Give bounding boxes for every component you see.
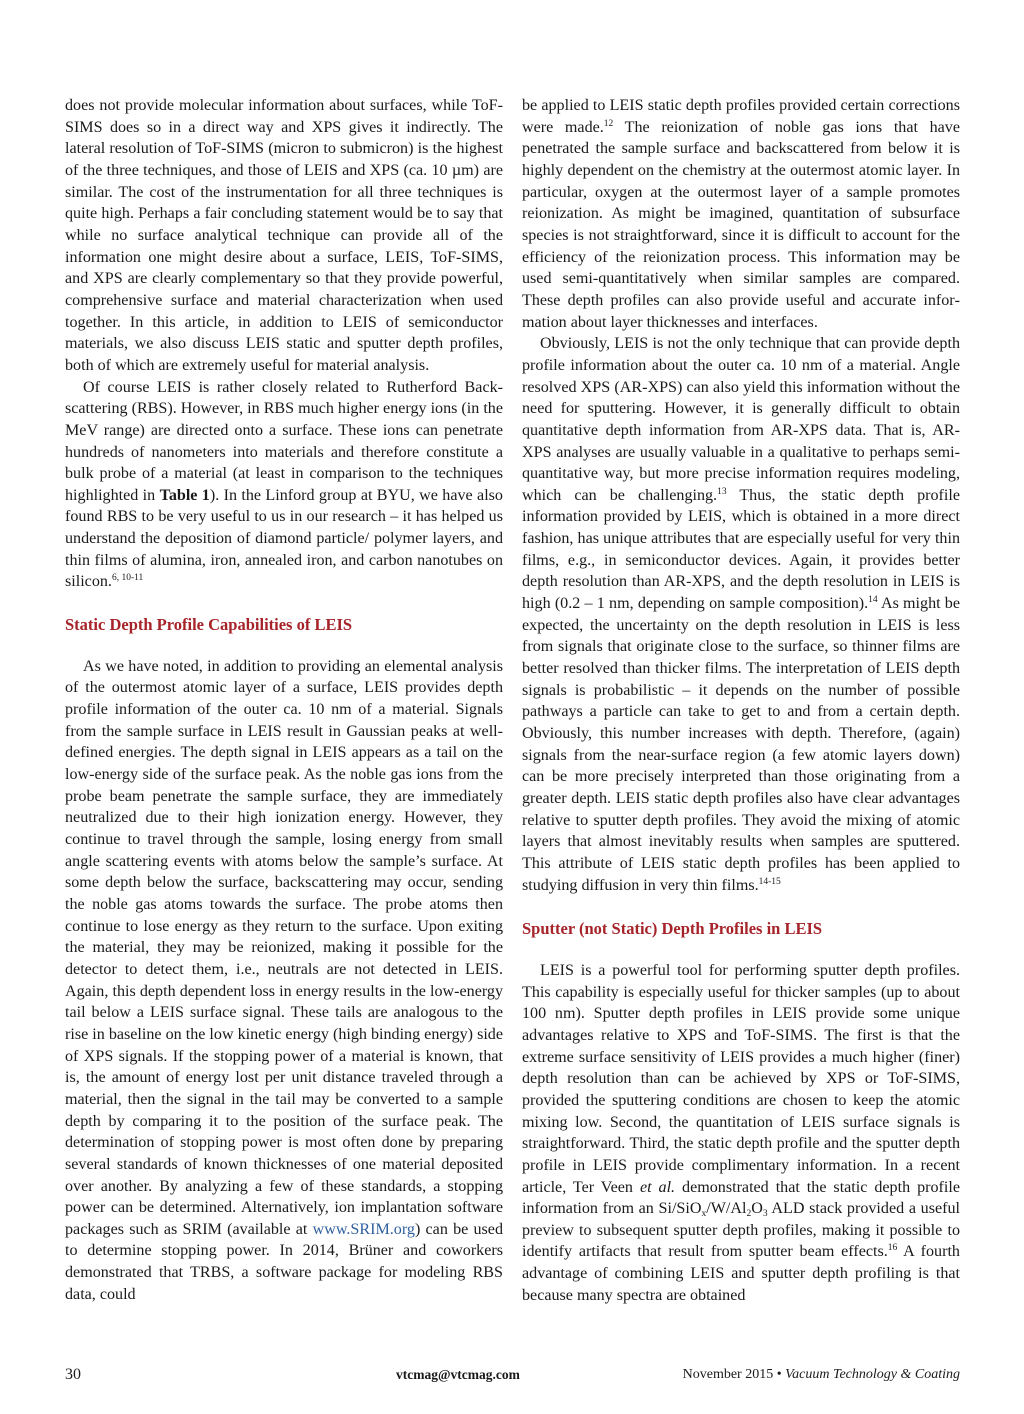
text-run: A fourth advantage of combining LEIS and sputter depth profiling is that because many spectra are obtained [522, 1243, 960, 1304]
table-reference: Table 1 [159, 486, 210, 504]
text-run: Thus, the static depth profile information provided by LEIS, which is obtained in a more direct fashion, has unique attributes that are especially useful for very thin films, e.g., in semiconductor devices. Again, it provides better depth resolution than AR-XPS, and the depth resolution in LEIS is high (0.2 – 1 nm, depending on sample composition). [522, 486, 960, 613]
text-run-italic: et al. [639, 1178, 676, 1196]
left-paragraph-1: does not provide molecular information about surfaces, while ToF-SIMS does so in a direct way and XPS gives it indirectly. The lateral resolution of ToF-SIMS (micron to submicron) is the highest of the three techniques, and those of LEIS and XPS (ca. 10 µm) are similar. The cost of the instrumentation for all three techniques is quite high. Perhaps a fair concluding statement would be to say that while no surface analytical technique can provide all of the information one might desire about a surface, LEIS, ToF-SIMS, and XPS are clearly complementary so that they provide powerful, comprehensive surface and material characterization when used together. In this article, in addition to LEIS of semiconductor materials, we also discuss LEIS static and sputter depth profiles, both of which are extremely useful for material analysis. [65, 97, 503, 374]
section-heading-static-depth: Static Depth Profile Capabilities of LEIS [65, 615, 353, 635]
footer-date: November 2015 [682, 1367, 774, 1382]
right-column [522, 95, 960, 1306]
citation-superscript: 16 [887, 1243, 898, 1254]
footer-bullet: • [776, 1367, 782, 1382]
page-number: 30 [65, 1366, 81, 1383]
text-run: ). In the Linford group at BYU, we have also found RBS to be very useful to us in our research – it has helped us understand the deposition of diamond particle/ polymer layers, and thin films of alumina, iron, annealed iron, and carbon nanotubes on silicon. [65, 486, 503, 591]
text-run: demonstrated that the static depth profile information from an Si/SiO [522, 1178, 960, 1218]
citation-superscript: 13 [717, 486, 727, 497]
subscript: x [701, 1209, 707, 1220]
text-run: /W/Al [706, 1200, 747, 1218]
right-paragraph-3 [522, 960, 960, 1307]
text-run: As might be expected, the uncertainty on the depth resolution in LEIS is less from signals that originate close to the surface, so thinner films are better resolved than thicker films. The interpretation of LEIS depth signals is probabilistic – it depends on the number of possible pathways a particle can take to get to and from a certain depth. Obviously, this number increases with depth. Therefore, (again) signals from the near-surface region (a few atomic layers down) can be more precisely interpreted than those originating from a greater depth. LEIS static depth profiles also have clear advantages relative to sputter depth profiles. They avoid the mixing of atomic layers that almost inevitably results when samples are sputtered. This attribute of LEIS static depth profiles has been applied to studying diffusion in very thin films. [522, 595, 960, 894]
subscript: 2 [746, 1209, 752, 1220]
text-run: As we have noted, in addition to providing an elemental analysis of the outermost atomic layer of a surface, LEIS provides depth profile information of the outer ca. 10 nm of a material. Signals from the sample surface in LEIS result in Gaussian peaks at well-defined energies. The depth signal in LEIS appears as a tail on the low-energy side of the surface peak. As the noble gas ions from the probe beam penetrate the sample surface, they are immediately neutralized due to their high ionization energy. However, they continue to travel through the sample, losing energy from small angle scattering events with atoms below the sample’s surface. At some depth below the surface, backscattering may occur, sending the noble gas atoms towards the surface. The probe atoms then continue to lose energy as they return to the surface. Upon exiting the material, they may be reionized, making it possible for the detector to detect them, i.e., neutrals are not detected in LEIS. Again, this depth dependent loss in energy results in the low-energy tail below a LEIS surface signal. These tails are analogous to the rise in baseline on the low kinetic energy (high binding energy) side of XPS signals. If the stopping power of a material is known, that is, the amount of energy lost per unit distance traveled through a material, then the signal in the tail may be converted to a sample depth by comparing it to the position of the surface peak. The determination of stopping power is most often done by preparing several standards of known thicknesses of one material deposited over another. By analyzing a few of these standards, a stopping power can be determined. Alternatively, ion implantation software packages such as SRIM (available at [65, 657, 503, 1238]
subscript: 3 [762, 1209, 768, 1220]
text-run: ALD stack provided a useful preview to subsequent sputter depth profiles, making it possible to identify artifacts that result from sputter beam effects. [522, 1200, 960, 1261]
right-paragraph-2 [522, 333, 960, 896]
left-paragraph-2 [65, 377, 503, 594]
text-run: Obviously, LEIS is not the only technique that can provide depth profile information about the outer ca. 10 nm of a material. Angle resolved XPS (AR-XPS) can also yield this information without the need for sputtering. However, it is generally difficult to obtain quantitative depth information from AR-XPS data. That is, AR-XPS analyses are usually valuable in a qualitative to perhaps semi-quantitative way, but more precise information requires modeling, which can be challenging. [522, 335, 960, 504]
section-heading-sputter-depth: Sputter (not Static) Depth Profiles in LEIS [522, 919, 823, 939]
left-column [65, 95, 503, 1305]
text-run: LEIS is a powerful tool for performing sputter depth profiles. This capability is especially useful for thicker samples (up to about 100 nm). Sputter depth profiles in LEIS provide some unique advantages relative to XPS and ToF-SIMS. The first is that the extreme surface sensitivity of LEIS provides a much higher (finer) depth resolution than can be achieved by XPS or ToF-SIMS, provided the sputtering conditions are chosen to keep the atomic mixing low. Second, the quantitation of LEIS surface signals is straightforward. Third, the static depth profile and the sputter depth profile in LEIS provide complimentary information. In a recent article, Ter Veen [522, 961, 960, 1196]
text-run: O [751, 1200, 763, 1218]
left-paragraph-3 [65, 656, 503, 1306]
page-footer [65, 1366, 960, 1388]
text-run: The reionization of noble gas ions that have penetrated the sample surface and backscattered from below it is highly dependent on the chemistry at the outermost atomic layer. In particular, oxygen at the outermost layer of a sample promotes reionization. As might be imagined, quantitation of subsurface species is not straightforward, since it is difficult to account for the efficiency of the reionization process. This information may be used semi-quantitatively when similar samples are compared. These depth profiles can also provide useful and accurate information about layer thicknesses and interfaces. [522, 118, 960, 331]
citation-superscript: 14 [868, 595, 878, 606]
citation-superscript: 12 [603, 118, 614, 129]
citation-superscript: 6, 10-11 [111, 573, 144, 584]
srim-link[interactable]: www.SRIM.org [312, 1220, 415, 1238]
text-run: Of course LEIS is rather closely related to Rutherford Backscattering (RBS). However, in RBS much higher energy ions (in the MeV range) are directed onto a surface. These ions can penetrate hundreds of nanometers into materials and therefore constitute a bulk probe of a material (at least in comparison to the techniques highlighted in [65, 378, 503, 504]
text-run: be applied to LEIS static depth profiles provided certain corrections were made. [522, 97, 960, 136]
footer-email[interactable]: vtcmag@vtcmag.com [396, 1367, 520, 1382]
footer-publication [683, 1367, 960, 1383]
right-paragraph-1 [522, 95, 960, 333]
citation-superscript: 14-15 [758, 876, 781, 887]
footer-journal: Vacuum Technology & Coating [785, 1367, 960, 1382]
text-run: ) can be used to determine stopping power. In 2014, Brüner and coworkers demonstrated that TRBS, a software package for modeling RBS data, could [65, 1220, 503, 1303]
